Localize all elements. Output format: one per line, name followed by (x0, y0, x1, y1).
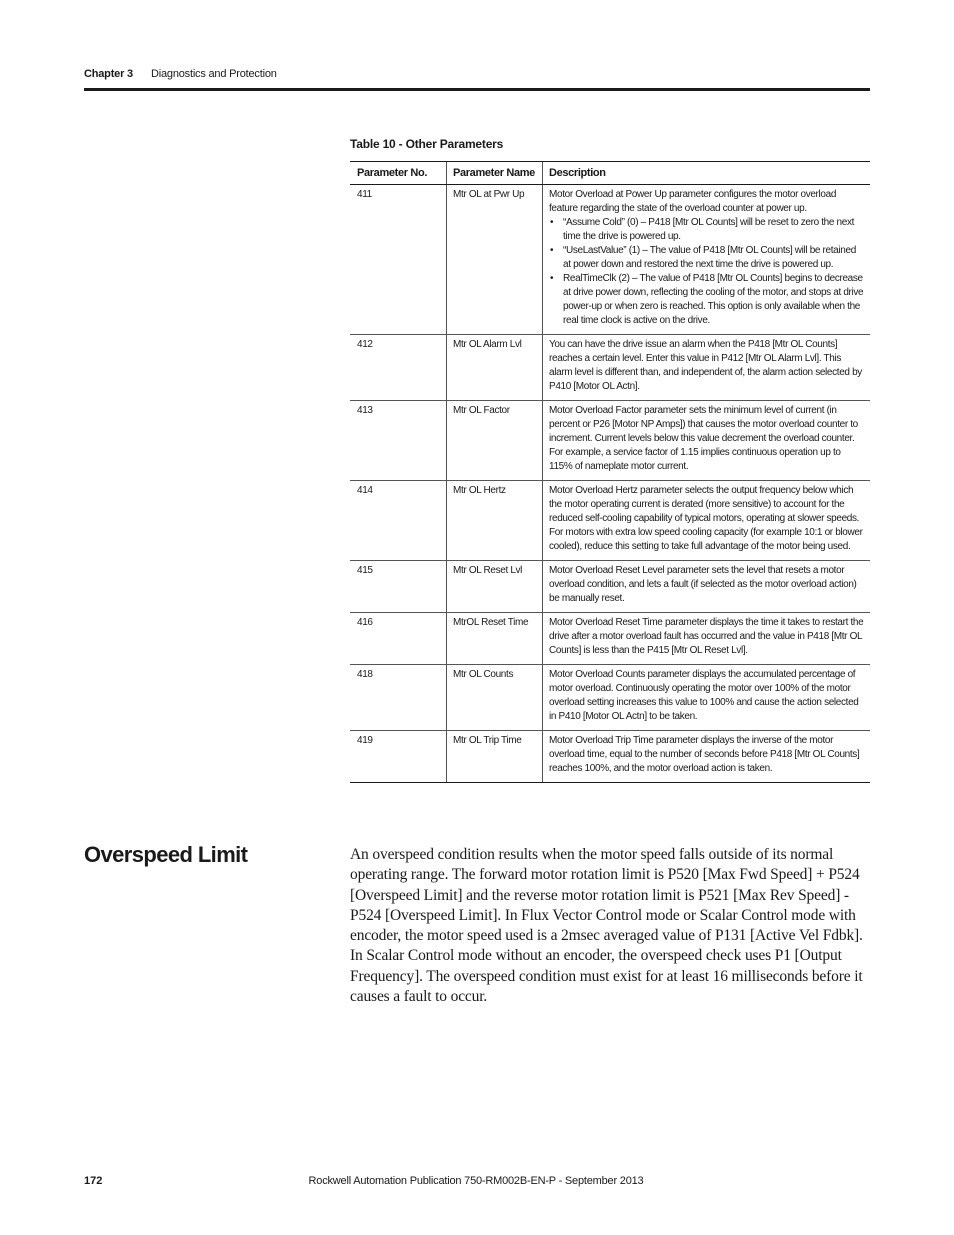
running-header (84, 67, 277, 81)
table-row (350, 731, 870, 783)
column-header-parameter-no: Parameter No. (350, 162, 447, 185)
section-body-text: An overspeed condition results when the motor speed falls outside of its normal operating range. The forward motor rotation limit is P520 [Max Fwd Speed] + P524 [Overspeed Limit] and the reverse motor rotation limit is P521 [Max Rev Speed] - P524 [Overspeed Limit]. In Flux Vector Control mode or Scalar Control mode with encoder, the motor speed used is a 2msec averaged value of P131 [Active Vel Fdbk]. In Scalar Control mode without an encoder, the overspeed check uses P1 [Output Frequency]. The overspeed condition must exist for at least 16 milliseconds before it causes a fault to occur. (350, 846, 863, 1006)
column-header-parameter-name: Parameter Name (447, 162, 543, 185)
parameter-description: Motor Overload Reset Level parameter sets the level that resets a motor overload condition, and lets a fault (if selected as the motor overload action) be manually reset. (543, 561, 871, 613)
parameter-description: Motor Overload Hertz parameter selects the output frequency below which the motor operating current is derated (more sensitive) to account for the reduced self-cooling capability of typical motors, operating at slower speeds. For motors with extra low speed cooling capacity (for example 10:1 or blower cooled), reduce this setting to take full advantage of the motor being used. (543, 481, 871, 561)
option-item: • RealTimeClk (2) – The value of P418 [Mtr OL Counts] begins to decrease at drive power down, reflecting the cooling of the motor, and stops at drive power-up or when zero is reached. This option is only available when the real time clock is active on the drive. (563, 272, 864, 328)
table-row (350, 613, 870, 665)
table-row (350, 561, 870, 613)
parameters-table (350, 161, 870, 783)
parameter-name: MtrOL Reset Time (447, 613, 543, 665)
table-caption: Table 10 - Other Parameters (350, 137, 504, 151)
parameter-number: 411 (350, 185, 447, 335)
parameter-number: 413 (350, 401, 447, 481)
column-header-description: Description (543, 162, 871, 185)
parameter-description (543, 185, 871, 335)
table-row (350, 185, 870, 335)
publication-footer (0, 1175, 954, 1187)
parameter-number: 419 (350, 731, 447, 783)
parameter-description: You can have the drive issue an alarm when the P418 [Mtr OL Counts] reaches a certain level. Enter this value in P412 [Mtr OL Alarm Lvl]. This alarm level is different than, and independent of, the alarm action selected by P410 [Motor OL Actn]. (543, 335, 871, 401)
parameter-description: Motor Overload Trip Time parameter displays the inverse of the motor overload time, equal to the number of seconds before P418 [Mtr OL Counts] reaches 100%, and the motor overload action is taken. (543, 731, 871, 783)
parameter-number: 414 (350, 481, 447, 561)
page-number: 172 (84, 1175, 103, 1187)
option-item: • “Assume Cold” (0) – P418 [Mtr OL Counts] will be reset to zero the next time the drive is powered up. (563, 216, 864, 244)
chapter-label: Chapter 3 (84, 68, 133, 80)
parameter-name: Mtr OL Reset Lvl (447, 561, 543, 613)
parameter-name: Mtr OL at Pwr Up (447, 185, 543, 335)
parameter-number: 412 (350, 335, 447, 401)
parameter-name: Mtr OL Counts (447, 665, 543, 731)
description-text: Motor Overload at Power Up parameter configures the motor overload feature regarding the state of the overload counter at power up. (549, 189, 837, 214)
parameter-number: 416 (350, 613, 447, 665)
option-item: • “UseLastValue” (1) – The value of P418 [Mtr OL Counts] will be retained at power down and restored the next time the drive is powered up. (563, 244, 864, 272)
table-row (350, 401, 870, 481)
table-row (350, 665, 870, 731)
parameter-description: Motor Overload Reset Time parameter displays the time it takes to restart the drive after a motor overload fault has occurred and the value in P418 [Mtr OL Counts] is less than the P415 [Mtr OL Reset Lvl]. (543, 613, 871, 665)
parameter-name: Mtr OL Factor (447, 401, 543, 481)
option-list (549, 216, 864, 328)
parameter-description: Motor Overload Counts parameter displays the accumulated percentage of motor overload. Continuously operating the motor over 100% of the motor overload setting increases this value to 100% and cause the action selected in P410 [Motor OL Actn] to be taken. (543, 665, 871, 731)
parameter-number: 418 (350, 665, 447, 731)
table-row (350, 335, 870, 401)
table-row (350, 481, 870, 561)
header-rule (84, 88, 870, 91)
section-heading: Overspeed Limit (84, 842, 248, 867)
parameter-name: Mtr OL Alarm Lvl (447, 335, 543, 401)
parameter-description: Motor Overload Factor parameter sets the minimum level of current (in percent or P26 [Motor NP Amps]) that causes the motor overload counter to increment. Current levels below this value decrement the overload counter. For example, a service factor of 1.15 implies continuous operation up to 115% of nameplate motor current. (543, 401, 871, 481)
parameter-name: Mtr OL Hertz (447, 481, 543, 561)
parameter-number: 415 (350, 561, 447, 613)
table-header-row (350, 162, 870, 185)
publication-info: Rockwell Automation Publication 750-RM002B-EN-P - September 2013 (308, 1175, 644, 1187)
parameter-name: Mtr OL Trip Time (447, 731, 543, 783)
section-label: Diagnostics and Protection (151, 68, 277, 80)
